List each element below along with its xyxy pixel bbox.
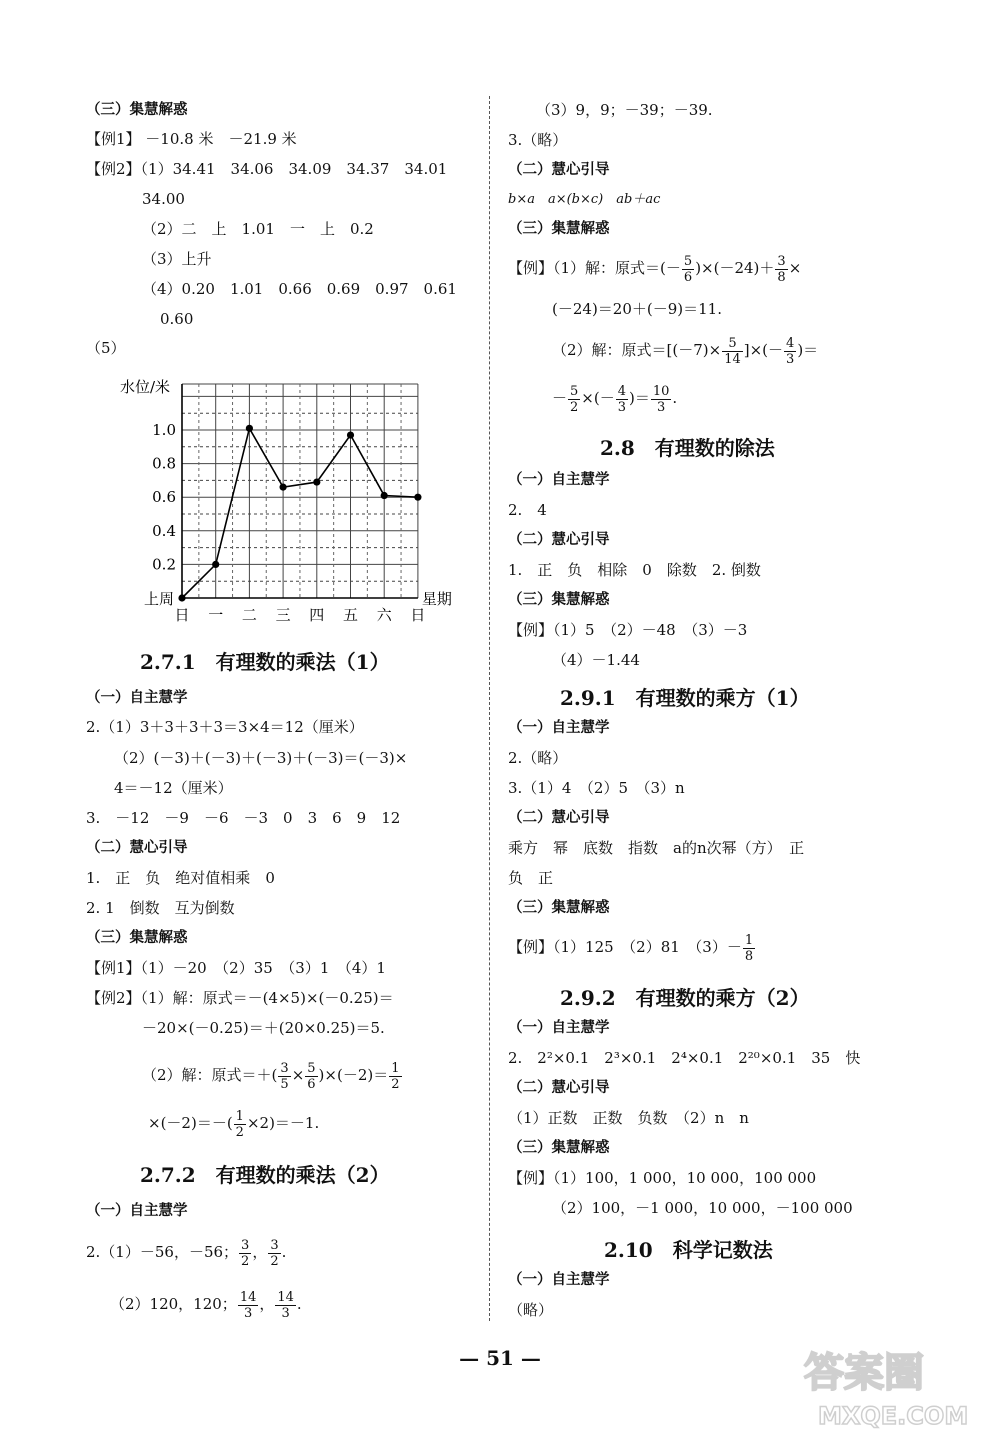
answer-line: （1）正数 正数 负数 （2）n n	[508, 1109, 749, 1127]
fraction: $\frac{10}{3}$	[652, 383, 670, 415]
fraction: $\frac{5}{14}$	[724, 335, 741, 367]
answer-line: （2）120，120； $\frac{14}{3}$ ， $\frac{14}{3}$ .	[110, 1289, 302, 1321]
fraction: $\frac{3}{2}$	[241, 1237, 250, 1269]
answer-line: －20×(－0.25)＝＋(20×0.25)＝5.	[142, 1019, 385, 1037]
answer-line: 【例】（1）125 （2）81 （3）－ $\frac{1}{8}$	[508, 932, 754, 964]
x-tick-label: 日	[174, 606, 190, 624]
answer-line: （2）解：原式＝＋( $\frac{3}{5}$ × $\frac{5}{6}$ )×(－2)＝ $\frac{1}{2}$	[142, 1060, 400, 1092]
data-point	[381, 492, 388, 499]
answer-line: 1. 正 负 绝对值相乘 0	[86, 869, 275, 887]
answer-line: 3.（略）	[508, 131, 568, 149]
answer-line: － $\frac{5}{2}$ ×(－ $\frac{4}{3}$ )＝ $\frac{10}{3}$ .	[552, 383, 678, 415]
answer-line: ×(－2)＝－( $\frac{1}{2}$ ×2)＝－1.	[148, 1108, 320, 1140]
y-tick-label: 0.2	[152, 555, 176, 574]
answer-line: 34.00	[142, 190, 185, 208]
answer-line: (－24)＝20＋(－9)＝11.	[552, 300, 722, 318]
svg-text:答案圈: 答案圈	[804, 1350, 924, 1396]
x-tick-label: 二	[241, 606, 257, 624]
fraction: $\frac{5}{6}$	[683, 253, 693, 285]
section-label: （一）自主慧学	[86, 690, 188, 706]
section-heading: 2.7.1 有理数的乘法（1）	[140, 650, 390, 674]
section-label: （三）集慧解惑	[86, 930, 188, 946]
fraction: $\frac{3}{2}$	[270, 1237, 279, 1269]
section-label: （一）自主慧学	[508, 1272, 610, 1288]
water-level-chart	[86, 366, 478, 628]
fraction: $\frac{1}{2}$	[391, 1060, 400, 1092]
fraction: $\frac{5}{6}$	[307, 1060, 316, 1092]
page-number: — 51 —	[459, 1346, 541, 1370]
section-label: （二）慧心引导	[508, 532, 610, 548]
x-tick-label: 四	[309, 606, 325, 624]
answer-line: （4）0.20 1.01 0.66 0.69 0.97 0.61	[142, 280, 457, 298]
origin-label: 上周	[144, 590, 175, 608]
section-heading: 2.9.1 有理数的乘方（1）	[560, 686, 810, 710]
answer-line: （2）(－3)＋(－3)＋(－3)＋(－3)＝(－3)×	[114, 749, 408, 767]
data-point	[313, 478, 320, 485]
data-point	[280, 484, 287, 491]
x-tick-label: 日	[410, 606, 426, 624]
section-label: （一）自主慧学	[508, 472, 610, 488]
x-tick-label: 六	[376, 606, 392, 624]
column-divider	[489, 96, 490, 1321]
answer-line: 【例1】（1）－20 （2）35 （3）1 （4）1	[86, 959, 386, 977]
x-tick-label: 五	[342, 606, 359, 624]
answer-line: 2. 1 倒数 互为倒数	[86, 899, 235, 917]
y-tick-label: 0.6	[152, 488, 176, 507]
answer-line: 3.（1）4 （2）5 （3）n	[508, 779, 685, 797]
section-label: （三）集慧解惑	[86, 102, 188, 118]
fraction: $\frac{4}{3}$	[617, 383, 626, 415]
answer-line: （2）二 上 1.01 一 上 0.2	[142, 220, 374, 238]
data-point	[246, 425, 253, 432]
answer-line: （2）100，－1 000，10 000，－100 000	[552, 1199, 853, 1217]
section-label: （三）集慧解惑	[508, 1140, 610, 1156]
section-label: （一）自主慧学	[508, 1020, 610, 1036]
section-heading: 2.10 科学记数法	[604, 1238, 773, 1262]
answer-line: 2.（1）－56，－56； $\frac{3}{2}$ ， $\frac{3}{2}$ .	[86, 1237, 287, 1269]
answer-line: （略）	[508, 1301, 554, 1319]
x-tick-label: 三	[275, 606, 291, 624]
answer-line: 2.（略）	[508, 749, 568, 767]
answer-line: 【例2】（1）34.41 34.06 34.09 34.37 34.01	[86, 160, 448, 178]
y-tick-label: 0.4	[152, 521, 176, 540]
answer-line: 【例】（1）5 （2）－48 （3）－3	[508, 621, 748, 639]
fraction: $\frac{1}{2}$	[235, 1108, 244, 1140]
x-axis-label: 星期	[421, 590, 452, 608]
watermark-logo	[796, 1338, 992, 1433]
section-label: （三）集慧解惑	[508, 221, 610, 237]
answer-line: （5）	[86, 339, 126, 357]
y-tick-label: 1.0	[152, 421, 176, 439]
answer-line: 0.60	[160, 310, 194, 328]
data-point	[178, 594, 185, 601]
y-tick-label: 0.8	[152, 454, 176, 473]
section-heading: 2.9.2 有理数的乘方（2）	[560, 986, 810, 1010]
answer-line: 乘方 幂 底数 指数 a的n次幂（方） 正	[508, 839, 805, 857]
fraction: $\frac{14}{3}$	[239, 1289, 257, 1321]
answer-line: 【例】（1）解：原式＝(－ $\frac{5}{6}$ )×(－24)＋ $\frac{3}{8}$ ×	[508, 253, 802, 285]
section-label: （二）慧心引导	[86, 840, 188, 856]
answer-line: 3. －12 －9 －6 －3 0 3 6 9 12	[86, 809, 401, 827]
data-point	[414, 494, 421, 501]
fraction: $\frac{14}{3}$	[277, 1289, 294, 1321]
fraction: $\frac{3}{5}$	[280, 1060, 289, 1092]
answer-line: 【例】（1）100，1 000，10 000，100 000	[508, 1169, 817, 1187]
answer-line: （3）上升	[142, 250, 212, 268]
x-tick-label: 一	[208, 606, 224, 624]
y-axis-label: 水位/米	[120, 378, 171, 396]
data-point	[212, 561, 219, 568]
answer-line: 2.（1）3＋3＋3＋3＝3×4＝12（厘米）	[86, 718, 364, 736]
fraction: $\frac{1}{8}$	[744, 932, 754, 964]
answer-line: （2）解：原式＝[(－7)× $\frac{5}{14}$ ]×(－ $\frac{4}{3}$ )＝	[552, 335, 819, 367]
answer-line: 4＝－12（厘米）	[114, 779, 233, 797]
section-label: （一）自主慧学	[508, 720, 610, 736]
answer-line: （3）9，9；－39；－39.	[536, 101, 713, 119]
answer-line: 【例2】（1）解：原式＝－(4×5)×(－0.25)＝	[86, 989, 394, 1007]
fraction: $\frac{3}{8}$	[777, 253, 786, 285]
answer-line: 【例1】 －10.8 米 －21.9 米	[86, 130, 297, 148]
answer-line: 2. 4	[508, 501, 547, 519]
section-label: （二）慧心引导	[508, 810, 610, 826]
section-label: （一）自主慧学	[86, 1203, 188, 1219]
section-heading: 2.7.2 有理数的乘法（2）	[140, 1163, 390, 1187]
section-label: （二）慧心引导	[508, 162, 610, 178]
data-point	[347, 431, 354, 438]
section-label: （三）集慧解惑	[508, 900, 610, 916]
section-heading: 2.8 有理数的除法	[600, 436, 775, 460]
answer-line: （4）－1.44	[552, 651, 640, 669]
section-label: （三）集慧解惑	[508, 592, 610, 608]
answer-line: 负 正	[508, 869, 554, 887]
section-label: （二）慧心引导	[508, 1080, 610, 1096]
answer-line: b×a a×(b×c) ab＋ac	[508, 192, 661, 207]
fraction: $\frac{5}{2}$	[570, 383, 579, 415]
answer-line: 1. 正 负 相除 0 除数 2. 倒数	[508, 561, 761, 579]
svg-text:MXQE.COM: MXQE.COM	[818, 1402, 969, 1430]
answer-line: 2. 2²×0.1 2³×0.1 2⁴×0.1 2²⁰×0.1 35 快	[508, 1049, 861, 1067]
fraction: $\frac{4}{3}$	[786, 335, 795, 367]
